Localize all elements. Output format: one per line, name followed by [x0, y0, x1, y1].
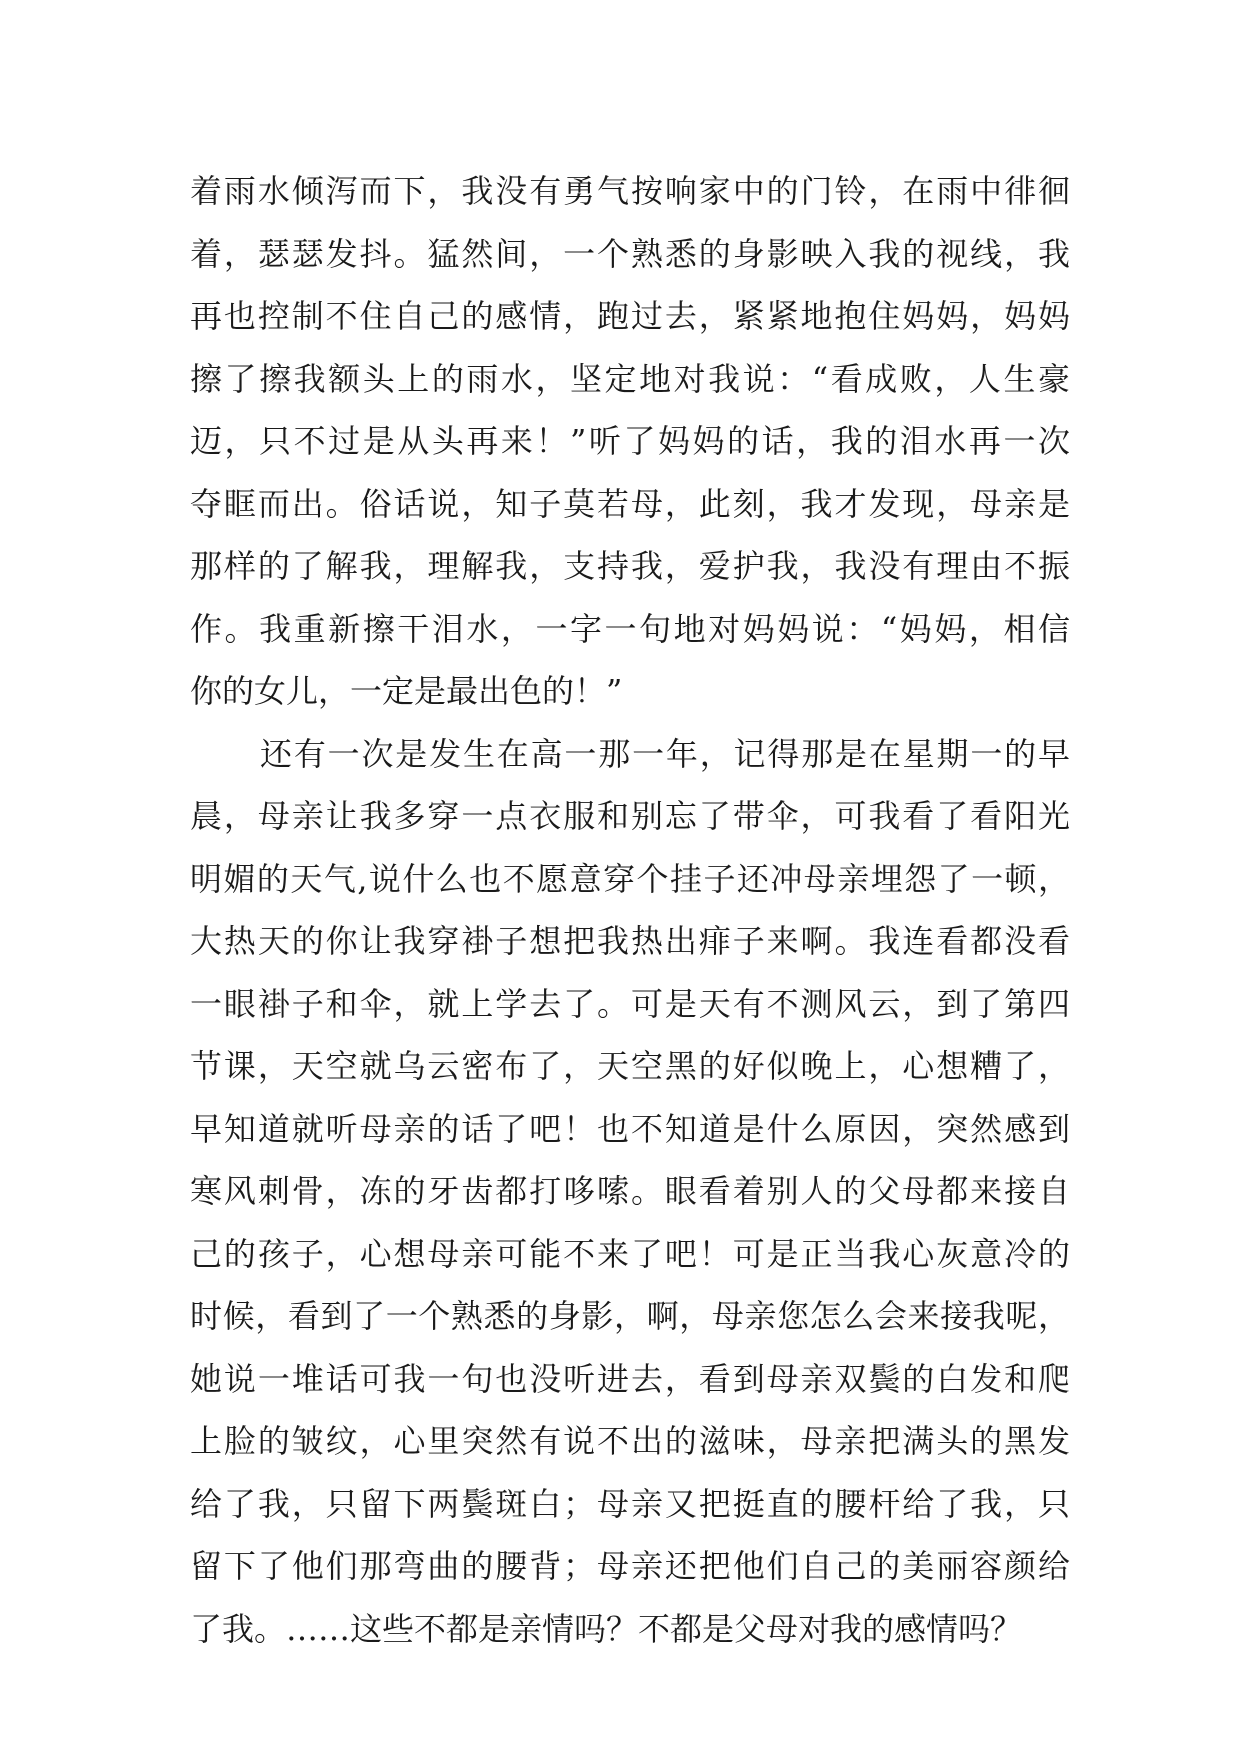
text-line: 一眼褂子和伞，就上学去了。可是天有不测风云，到了第四	[190, 984, 1070, 1023]
text-line: 大热天的你让我穿褂子想把我热出痱子来啊。我连看都没看	[190, 922, 1070, 960]
text-line: 留下了他们那弯曲的腰背；母亲还把他们自己的美丽容颜给	[190, 1547, 1070, 1585]
body-text	[190, 160, 1070, 1660]
text-line: 那样的了解我，理解我，支持我，爱护我，我没有理由不振	[190, 547, 1070, 585]
text-line: 擦了擦我额头上的雨水，坚定地对我说：“看成败，人生豪	[190, 359, 1070, 398]
text-line: 时候，看到了一个熟悉的身影，啊，母亲您怎么会来接我呢，	[190, 1297, 1070, 1335]
text-line: 再也控制不住自己的感情，跑过去，紧紧地抱住妈妈，妈妈	[190, 297, 1070, 335]
text-line: 还有一次是发生在高一那一年，记得那是在星期一的早	[260, 734, 1070, 773]
text-line: 明媚的天气,说什么也不愿意穿个挂子还冲母亲埋怨了一顿，	[190, 859, 1070, 898]
text-line: 着雨水倾泻而下，我没有勇气按响家中的门铃，在雨中徘徊	[190, 172, 1070, 210]
text-line: 晨，母亲让我多穿一点衣服和别忘了带伞，可我看了看阳光	[190, 797, 1070, 835]
text-line: 迈，只不过是从头再来！”听了妈妈的话，我的泪水再一次	[190, 422, 1070, 460]
paragraph-1	[190, 160, 1070, 723]
text-line: 了我。……这些不都是亲情吗？不都是父母对我的感情吗？	[190, 1609, 1023, 1648]
text-line: 给了我，只留下两鬓斑白；母亲又把挺直的腰杆给了我，只	[190, 1484, 1070, 1523]
text-line: 节课，天空就乌云密布了，天空黑的好似晚上，心想糟了，	[190, 1047, 1070, 1085]
text-line: 己的孩子，心想母亲可能不来了吧！可是正当我心灰意冷的	[190, 1234, 1070, 1273]
text-line: 你的女儿，一定是最出色的！”	[190, 672, 623, 710]
paragraph-2	[190, 723, 1070, 1661]
text-line: 寒风刺骨，冻的牙齿都打哆嗦。眼看着别人的父母都来接自	[190, 1172, 1070, 1210]
text-line: 上脸的皱纹，心里突然有说不出的滋味，母亲把满头的黑发	[190, 1422, 1070, 1460]
text-line: 着，瑟瑟发抖。猛然间，一个熟悉的身影映入我的视线，我	[190, 234, 1070, 273]
text-line: 早知道就听母亲的话了吧！也不知道是什么原因，突然感到	[190, 1109, 1070, 1148]
text-line: 她说一堆话可我一句也没听进去，看到母亲双鬓的白发和爬	[190, 1359, 1070, 1398]
text-line: 作。我重新擦干泪水，一字一句地对妈妈说：“妈妈，相信	[190, 609, 1070, 648]
text-line: 夺眶而出。俗话说，知子莫若母，此刻，我才发现，母亲是	[190, 484, 1070, 523]
